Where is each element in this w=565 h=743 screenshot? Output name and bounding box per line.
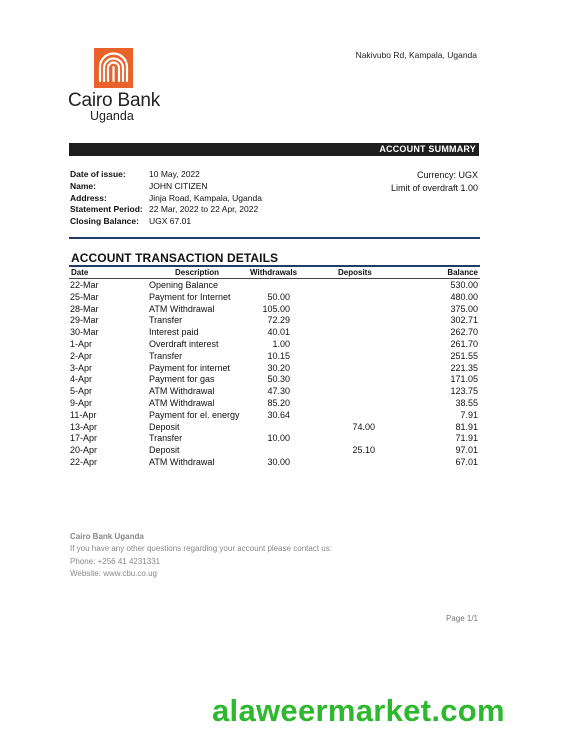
row-withdrawal: 105.00 [262,303,290,314]
row-description: Payment for gas [149,374,215,385]
row-description: Transfer [149,433,183,444]
row-date: 22-Mar [70,280,99,290]
row-withdrawal: 30.00 [267,456,290,467]
currency-text: Currency: UGX [416,170,478,180]
row-withdrawal: 1.00 [272,338,290,349]
row-balance: 261.70 [450,338,478,349]
row-description: Payment for el. energy [149,409,240,420]
row-date: 22-Apr [70,456,98,467]
table-row [70,422,480,434]
table-row [70,398,480,410]
row-balance: 81.91 [455,421,478,432]
watermark-text: alaweermarket.com [212,693,505,728]
info-values [149,169,262,228]
footer-phone: Phone: +256 41 4231331 [70,556,161,566]
row-withdrawal: 30.64 [267,409,290,420]
statement-period-label: Statement Period: [70,204,143,215]
row-withdrawal: 10.15 [267,350,290,361]
row-date: 4-Apr [70,374,93,385]
row-deposit: 25.10 [352,445,375,456]
table-row [70,315,480,327]
customer-address-value: Jinja Road, Kampala, Uganda [149,192,262,203]
header-deposits: Deposits [338,268,372,277]
row-date: 11-Apr [70,409,97,420]
row-withdrawal: 40.01 [267,327,290,338]
transactions-title: ACCOUNT TRANSACTION DETAILS [71,251,279,265]
header-balance: Balance [447,268,478,277]
row-balance: 171.05 [450,374,478,385]
footer-bank-name: Cairo Bank Uganda [70,532,144,541]
page-number: Page 1/1 [445,614,478,623]
table-row [70,339,480,351]
row-balance: 302.71 [450,315,478,326]
row-date: 25-Mar [70,291,99,302]
table-row [70,433,480,445]
row-balance: 262.70 [450,327,478,338]
row-withdrawal: 47.30 [267,386,290,397]
customer-name-value: JOHN CITIZEN [149,180,208,191]
row-date: 9-Apr [70,397,93,408]
row-date: 13-Apr [70,421,98,432]
footer-contact [70,531,332,580]
table-row [70,304,480,316]
row-withdrawal: 50.00 [267,291,290,302]
statement-period-value: 22 Mar, 2022 to 22 Apr, 2022 [149,204,259,215]
row-balance: 38.55 [455,397,478,408]
row-date: 2-Apr [70,350,93,361]
closing-balance-value: UGX 67.01 [149,216,192,227]
row-description: Overdraft interest [149,338,219,349]
header-description: Description [175,268,220,277]
row-description: Transfer [149,350,183,361]
account-terms [391,169,478,194]
table-row [70,374,480,386]
row-balance: 7.91 [460,409,478,420]
row-balance: 67.01 [455,456,478,467]
row-balance: 480.00 [450,291,478,302]
header-underline [69,278,480,279]
transactions-title-underline [69,265,480,267]
account-summary-title: ACCOUNT SUMMARY [379,144,476,154]
table-row [70,386,480,398]
bank-address: Nakivubo Rd, Kampala, Uganda [355,50,477,60]
table-row [70,280,480,292]
row-date: 1-Apr [70,338,93,349]
table-row [70,457,480,469]
row-description: ATM Withdrawal [149,303,215,314]
row-description: ATM Withdrawal [149,386,215,397]
bank-subtitle: Uganda [90,109,134,123]
row-description: Deposit [149,421,180,432]
table-row [70,327,480,339]
row-date: 29-Mar [70,315,99,326]
table-row [70,445,480,457]
row-date: 17-Apr [70,433,98,444]
row-date: 20-Apr [70,445,98,456]
bank-logo-icon [94,48,133,88]
row-withdrawal: 72.29 [267,315,290,326]
row-description: Transfer [149,315,183,326]
footer-contact-note: If you have any other questions regarding your account please contact us: [70,544,332,554]
row-balance: 375.00 [450,303,478,314]
row-date: 28-Mar [70,303,99,314]
row-balance: 123.75 [450,386,478,397]
table-row [70,363,480,375]
row-description: ATM Withdrawal [149,456,215,467]
row-withdrawal: 10.00 [267,433,290,444]
row-date: 5-Apr [70,386,93,397]
row-withdrawal: 30.20 [267,362,290,373]
closing-balance-label: Closing Balance: [70,216,139,227]
date-of-issue-label: Date of issue: [70,169,126,179]
row-description: Interest paid [149,327,199,338]
header-date: Date [71,268,89,277]
section-divider [69,237,480,239]
header-withdrawals: Withdrawals [250,268,298,277]
row-withdrawal: 85.20 [267,397,290,408]
account-summary-band [69,143,479,156]
row-balance: 71.91 [455,433,478,444]
table-row [70,410,480,422]
footer-website: Website: www.cbu.co.ug [70,568,158,578]
overdraft-limit-text: Limit of overdraft 1.00 [390,182,478,193]
info-labels [70,169,143,228]
bank-name: Cairo Bank [68,90,160,111]
row-description: Payment for internet [149,362,231,373]
row-description: Payment for Internet [149,291,231,302]
row-balance: 530.00 [450,280,478,290]
row-description: Deposit [149,445,180,456]
row-balance: 97.01 [455,445,478,456]
table-row [70,351,480,363]
row-date: 3-Apr [70,362,93,373]
row-balance: 221.35 [450,362,478,373]
row-deposit: 74.00 [352,421,375,432]
address-label: Address: [70,192,107,203]
row-withdrawal: 50.30 [267,374,290,385]
date-of-issue-value: 10 May, 2022 [149,169,200,179]
table-row [70,292,480,304]
transactions-table [70,280,480,469]
row-description: ATM Withdrawal [149,397,215,408]
row-balance: 251.55 [450,350,478,361]
row-description: Opening Balance [149,280,219,290]
row-date: 30-Mar [70,327,99,338]
name-label: Name: [70,180,96,191]
